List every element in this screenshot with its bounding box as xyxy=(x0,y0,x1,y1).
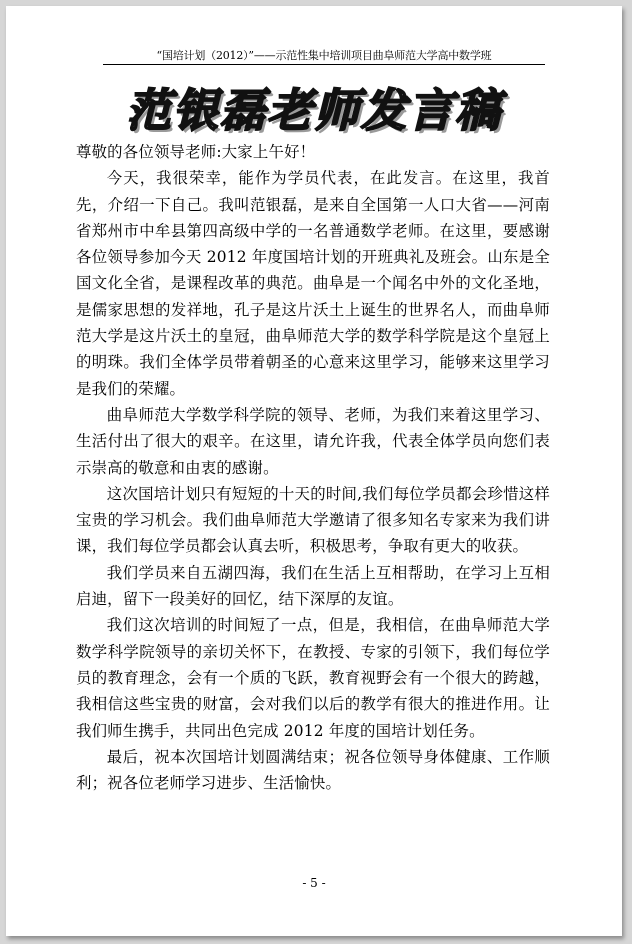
speech-body xyxy=(76,139,550,796)
document-page xyxy=(6,6,622,936)
paragraph-opportunity: 这次国培计划只有短短的十天的时间,我们每位学员都会珍惜这样宝贵的学习机会。我们曲阜师范大学邀请了很多知名专家来为我们讲课，我们每位学员都会认真去听，积极思考，争取有更大的收获。 xyxy=(76,484,550,556)
running-header: “国培计划（2012）”——示范性集中培训项目曲阜师范大学高中数学班 xyxy=(103,48,545,65)
paragraph-expectation: 我们这次培训的时间短了一点，但是，我相信，在曲阜师范大学数学科学院领导的亲切关怀下，在教授、专家的引领下，我们每位学员的教育理念，会有一个质的飞跃，教育视野会有一个很大的跨越，我相信这些宝贵的财富，会对我们以后的教学有很大的推进作用。让我们师生携手，共同出色完成 2012 年度的国培计划任务。 xyxy=(76,616,550,740)
page-number: - 5 - xyxy=(302,876,326,890)
paragraph-thanks: 曲阜师范大学数学科学院的领导、老师，为我们来着这里学习、生活付出了很大的艰辛。在这里，请允许我，代表全体学员向您们表示崇高的敬意和由衷的感谢。 xyxy=(76,405,550,477)
paragraph-introduction: 今天，我很荣幸，能作为学员代表，在此发言。在这里，我首先，介绍一下自己。我叫范银磊，是来自全国第一人口大省——河南省郑州市中牟县第四高级中学的一名普通数学老师。在这里，要感谢各位领导参加今天 2012 年度国培计划的开班典礼及班会。山东是全国文化全省，是课程改革的典范。曲阜是一个闻名中外的文化圣地，是儒家思想的发祥地，孔子是这片沃土上诞生的世界名人，而曲阜师范大学是这片沃土的皇冠，曲阜师范大学的数学科学院是这个皇冠上的明珠。我们全体学员带着朝圣的心意来这里学习，能够来这里学习是我们的荣耀。 xyxy=(76,169,550,398)
paragraph-friendship: 我们学员来自五湖四海，我们在生活上互相帮助，在学习上互相启迪，留下一段美好的回忆，结下深厚的友谊。 xyxy=(76,563,550,609)
greeting-line: 尊敬的各位领导老师:大家上午好！ xyxy=(76,143,316,161)
page-title: 范银磊老师发言稿 xyxy=(125,84,502,137)
paragraph-closing: 最后，祝本次国培计划圆满结束；祝各位领导身体健康、工作顺利；祝各位老师学习进步、生活愉快。 xyxy=(76,747,550,793)
